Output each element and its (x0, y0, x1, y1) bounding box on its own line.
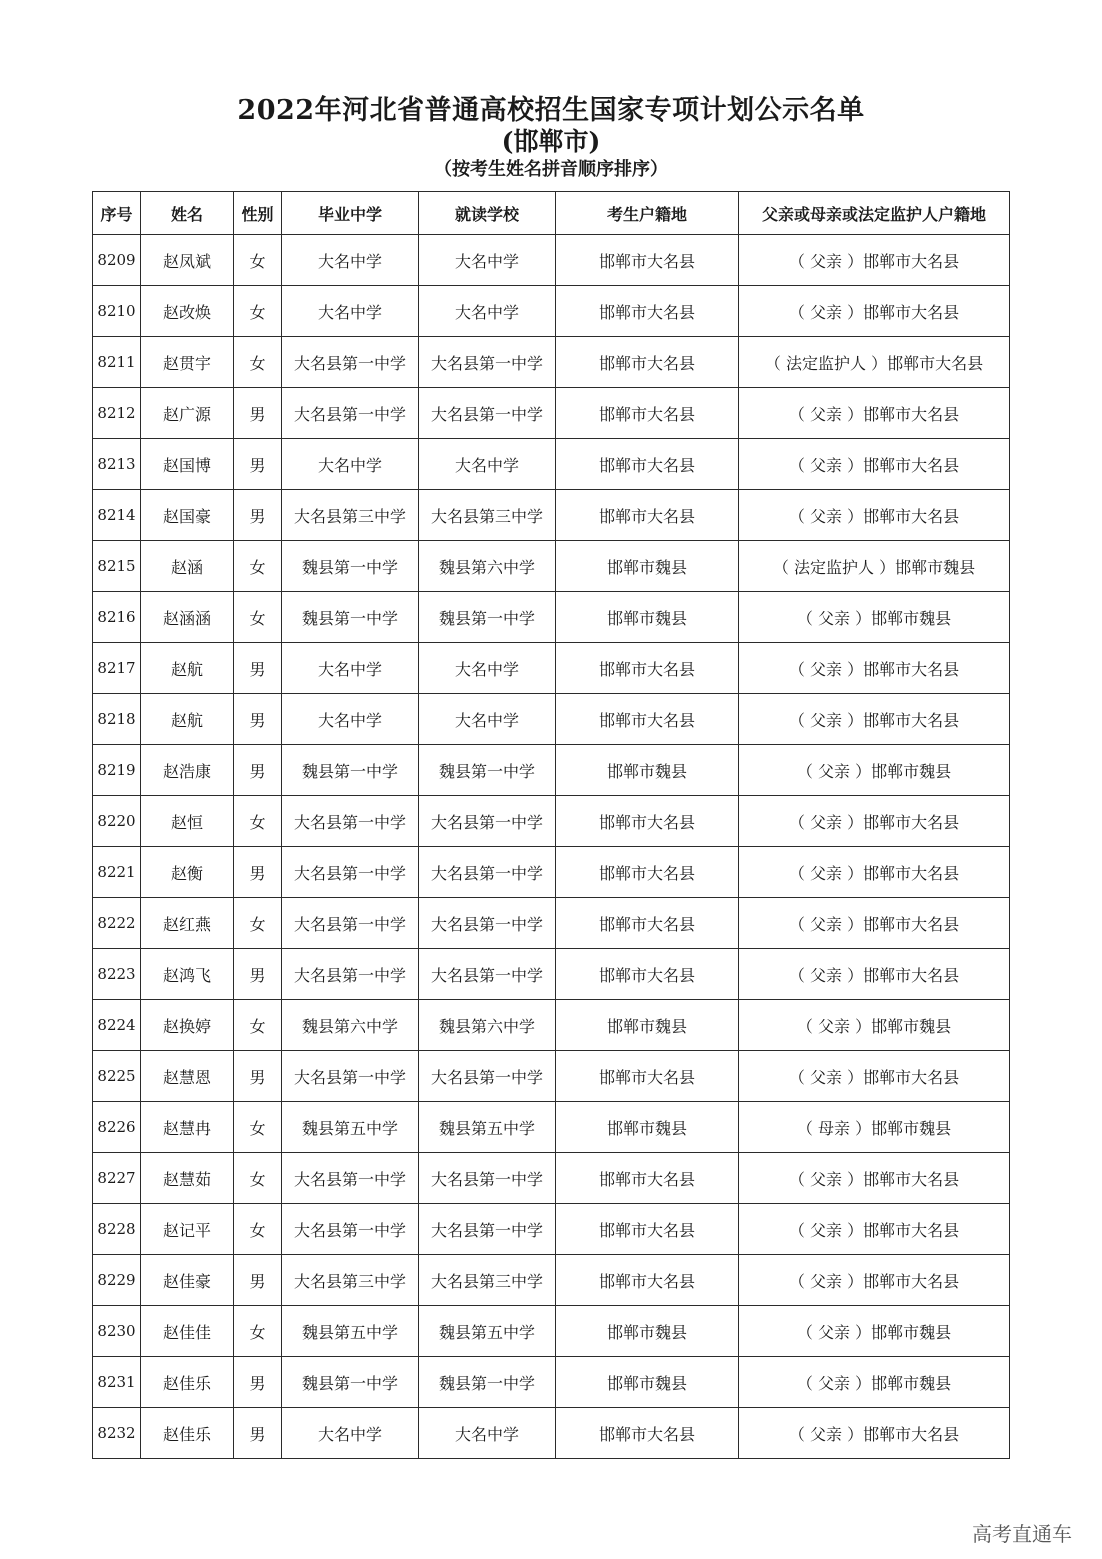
cell-gender: 女 (234, 337, 282, 388)
cell-household-registration: 邯郸市大名县 (556, 898, 739, 949)
cell-number: 8230 (93, 1306, 141, 1357)
cell-gender: 男 (234, 949, 282, 1000)
cell-guardian-registration: （ 父亲 ）邯郸市大名县 (739, 286, 1010, 337)
cell-graduated-school: 大名县第一中学 (282, 847, 419, 898)
cell-household-registration: 邯郸市大名县 (556, 949, 739, 1000)
cell-current-school: 大名县第一中学 (419, 949, 556, 1000)
cell-household-registration: 邯郸市大名县 (556, 286, 739, 337)
cell-number: 8224 (93, 1000, 141, 1051)
cell-gender: 女 (234, 1000, 282, 1051)
cell-name: 赵国博 (141, 439, 234, 490)
cell-number: 8217 (93, 643, 141, 694)
cell-gender: 女 (234, 796, 282, 847)
cell-current-school: 魏县第五中学 (419, 1102, 556, 1153)
cell-graduated-school: 大名县第一中学 (282, 337, 419, 388)
cell-gender: 女 (234, 541, 282, 592)
cell-current-school: 大名中学 (419, 439, 556, 490)
cell-gender: 女 (234, 898, 282, 949)
cell-number: 8225 (93, 1051, 141, 1102)
col-header-household-registration: 考生户籍地 (556, 192, 739, 235)
cell-current-school: 大名县第三中学 (419, 1255, 556, 1306)
cell-graduated-school: 大名县第一中学 (282, 1051, 419, 1102)
page-sort-note: （按考生姓名拼音顺序排序） (434, 159, 668, 180)
col-header-gender: 性别 (234, 192, 282, 235)
table-row (93, 337, 1010, 388)
cell-name: 赵航 (141, 643, 234, 694)
table-row (93, 745, 1010, 796)
watermark-text: 高考直通车 (972, 1522, 1072, 1546)
cell-graduated-school: 大名中学 (282, 286, 419, 337)
cell-number: 8213 (93, 439, 141, 490)
table-row (93, 1000, 1010, 1051)
cell-name: 赵改焕 (141, 286, 234, 337)
cell-guardian-registration: （ 父亲 ）邯郸市大名县 (739, 439, 1010, 490)
cell-gender: 男 (234, 490, 282, 541)
cell-gender: 男 (234, 643, 282, 694)
cell-number: 8228 (93, 1204, 141, 1255)
cell-name: 赵换婷 (141, 1000, 234, 1051)
cell-gender: 男 (234, 694, 282, 745)
cell-current-school: 大名中学 (419, 1408, 556, 1459)
cell-name: 赵航 (141, 694, 234, 745)
table-row (93, 1102, 1010, 1153)
cell-guardian-registration: （ 法定监护人 ）邯郸市魏县 (739, 541, 1010, 592)
cell-current-school: 大名县第一中学 (419, 337, 556, 388)
cell-name: 赵凤斌 (141, 235, 234, 286)
cell-current-school: 大名县第一中学 (419, 1153, 556, 1204)
cell-gender: 女 (234, 1153, 282, 1204)
table-row (93, 949, 1010, 1000)
table-row (93, 1408, 1010, 1459)
table-row (93, 490, 1010, 541)
cell-number: 8210 (93, 286, 141, 337)
cell-graduated-school: 魏县第六中学 (282, 1000, 419, 1051)
cell-name: 赵衡 (141, 847, 234, 898)
cell-graduated-school: 大名县第一中学 (282, 949, 419, 1000)
cell-current-school: 魏县第五中学 (419, 1306, 556, 1357)
cell-household-registration: 邯郸市魏县 (556, 1000, 739, 1051)
cell-graduated-school: 大名中学 (282, 1408, 419, 1459)
cell-name: 赵佳豪 (141, 1255, 234, 1306)
cell-graduated-school: 大名县第三中学 (282, 1255, 419, 1306)
cell-guardian-registration: （ 父亲 ）邯郸市大名县 (739, 1051, 1010, 1102)
cell-current-school: 大名县第三中学 (419, 490, 556, 541)
cell-current-school: 大名中学 (419, 643, 556, 694)
cell-name: 赵佳乐 (141, 1408, 234, 1459)
cell-number: 8226 (93, 1102, 141, 1153)
cell-gender: 男 (234, 1357, 282, 1408)
cell-number: 8216 (93, 592, 141, 643)
cell-household-registration: 邯郸市大名县 (556, 796, 739, 847)
cell-number: 8232 (93, 1408, 141, 1459)
table-row (93, 286, 1010, 337)
cell-guardian-registration: （ 父亲 ）邯郸市魏县 (739, 745, 1010, 796)
cell-guardian-registration: （ 父亲 ）邯郸市大名县 (739, 949, 1010, 1000)
cell-household-registration: 邯郸市大名县 (556, 694, 739, 745)
cell-graduated-school: 大名中学 (282, 643, 419, 694)
cell-gender: 男 (234, 1408, 282, 1459)
cell-gender: 男 (234, 745, 282, 796)
col-header-number: 序号 (93, 192, 141, 235)
cell-graduated-school: 大名县第一中学 (282, 1204, 419, 1255)
cell-household-registration: 邯郸市大名县 (556, 1408, 739, 1459)
cell-gender: 女 (234, 1204, 282, 1255)
cell-name: 赵涵涵 (141, 592, 234, 643)
cell-number: 8231 (93, 1357, 141, 1408)
cell-guardian-registration: （ 母亲 ）邯郸市魏县 (739, 1102, 1010, 1153)
cell-number: 8218 (93, 694, 141, 745)
cell-household-registration: 邯郸市魏县 (556, 1357, 739, 1408)
cell-household-registration: 邯郸市大名县 (556, 1255, 739, 1306)
cell-guardian-registration: （ 父亲 ）邯郸市大名县 (739, 1153, 1010, 1204)
cell-current-school: 大名县第一中学 (419, 1051, 556, 1102)
cell-household-registration: 邯郸市大名县 (556, 388, 739, 439)
table-header-row (93, 192, 1010, 235)
cell-number: 8227 (93, 1153, 141, 1204)
cell-graduated-school: 大名中学 (282, 439, 419, 490)
cell-graduated-school: 大名中学 (282, 235, 419, 286)
table-row (93, 1204, 1010, 1255)
cell-number: 8220 (93, 796, 141, 847)
cell-number: 8211 (93, 337, 141, 388)
table-row (93, 439, 1010, 490)
table-row (93, 388, 1010, 439)
table-row (93, 796, 1010, 847)
cell-gender: 女 (234, 1102, 282, 1153)
table-row (93, 592, 1010, 643)
cell-number: 8214 (93, 490, 141, 541)
cell-number: 8223 (93, 949, 141, 1000)
cell-name: 赵鸿飞 (141, 949, 234, 1000)
cell-guardian-registration: （ 父亲 ）邯郸市大名县 (739, 490, 1010, 541)
cell-graduated-school: 魏县第五中学 (282, 1102, 419, 1153)
cell-gender: 女 (234, 1306, 282, 1357)
col-header-graduated-school: 毕业中学 (282, 192, 419, 235)
cell-current-school: 大名县第一中学 (419, 847, 556, 898)
page-subtitle-city: (邯郸市) (501, 127, 601, 156)
cell-guardian-registration: （ 父亲 ）邯郸市大名县 (739, 643, 1010, 694)
cell-guardian-registration: （ 父亲 ）邯郸市大名县 (739, 1255, 1010, 1306)
cell-name: 赵恒 (141, 796, 234, 847)
cell-household-registration: 邯郸市魏县 (556, 541, 739, 592)
cell-gender: 男 (234, 388, 282, 439)
cell-graduated-school: 大名县第一中学 (282, 1153, 419, 1204)
cell-number: 8212 (93, 388, 141, 439)
cell-name: 赵慧冉 (141, 1102, 234, 1153)
table-row (93, 1255, 1010, 1306)
cell-name: 赵记平 (141, 1204, 234, 1255)
cell-graduated-school: 魏县第一中学 (282, 745, 419, 796)
cell-current-school: 大名县第一中学 (419, 388, 556, 439)
cell-graduated-school: 魏县第一中学 (282, 541, 419, 592)
cell-household-registration: 邯郸市大名县 (556, 847, 739, 898)
cell-name: 赵佳乐 (141, 1357, 234, 1408)
table-row (93, 847, 1010, 898)
table-row (93, 898, 1010, 949)
cell-current-school: 魏县第一中学 (419, 592, 556, 643)
cell-current-school: 大名县第一中学 (419, 796, 556, 847)
col-header-name: 姓名 (141, 192, 234, 235)
cell-household-registration: 邯郸市大名县 (556, 235, 739, 286)
table-body (93, 235, 1010, 1459)
cell-name: 赵慧茹 (141, 1153, 234, 1204)
cell-gender: 女 (234, 592, 282, 643)
table-row (93, 235, 1010, 286)
cell-guardian-registration: （ 父亲 ）邯郸市魏县 (739, 1000, 1010, 1051)
cell-number: 8215 (93, 541, 141, 592)
cell-current-school: 魏县第一中学 (419, 1357, 556, 1408)
cell-graduated-school: 大名中学 (282, 694, 419, 745)
cell-household-registration: 邯郸市魏县 (556, 1306, 739, 1357)
cell-gender: 男 (234, 1051, 282, 1102)
cell-guardian-registration: （ 法定监护人 ）邯郸市大名县 (739, 337, 1010, 388)
cell-current-school: 大名中学 (419, 235, 556, 286)
table-row (93, 1051, 1010, 1102)
cell-household-registration: 邯郸市大名县 (556, 337, 739, 388)
cell-household-registration: 邯郸市魏县 (556, 745, 739, 796)
cell-household-registration: 邯郸市大名县 (556, 1051, 739, 1102)
cell-name: 赵涵 (141, 541, 234, 592)
table-row (93, 694, 1010, 745)
col-header-guardian-registration: 父亲或母亲或法定监护人户籍地 (739, 192, 1010, 235)
table-row (93, 1357, 1010, 1408)
cell-gender: 女 (234, 286, 282, 337)
cell-current-school: 魏县第六中学 (419, 541, 556, 592)
cell-guardian-registration: （ 父亲 ）邯郸市大名县 (739, 1204, 1010, 1255)
cell-guardian-registration: （ 父亲 ）邯郸市大名县 (739, 1408, 1010, 1459)
cell-household-registration: 邯郸市大名县 (556, 1204, 739, 1255)
table-row (93, 541, 1010, 592)
cell-guardian-registration: （ 父亲 ）邯郸市大名县 (739, 235, 1010, 286)
cell-graduated-school: 魏县第五中学 (282, 1306, 419, 1357)
cell-graduated-school: 大名县第一中学 (282, 388, 419, 439)
cell-guardian-registration: （ 父亲 ）邯郸市魏县 (739, 1357, 1010, 1408)
cell-number: 8222 (93, 898, 141, 949)
cell-guardian-registration: （ 父亲 ）邯郸市魏县 (739, 592, 1010, 643)
cell-current-school: 大名县第一中学 (419, 898, 556, 949)
cell-household-registration: 邯郸市魏县 (556, 592, 739, 643)
cell-current-school: 魏县第一中学 (419, 745, 556, 796)
cell-guardian-registration: （ 父亲 ）邯郸市大名县 (739, 898, 1010, 949)
cell-name: 赵佳佳 (141, 1306, 234, 1357)
cell-current-school: 魏县第六中学 (419, 1000, 556, 1051)
cell-gender: 女 (234, 235, 282, 286)
cell-gender: 男 (234, 1255, 282, 1306)
cell-household-registration: 邯郸市魏县 (556, 1102, 739, 1153)
cell-household-registration: 邯郸市大名县 (556, 439, 739, 490)
page-title: 2022年河北省普通高校招生国家专项计划公示名单 (237, 95, 865, 126)
col-header-current-school: 就读学校 (419, 192, 556, 235)
cell-guardian-registration: （ 父亲 ）邯郸市大名县 (739, 796, 1010, 847)
cell-graduated-school: 大名县第一中学 (282, 796, 419, 847)
cell-name: 赵慧恩 (141, 1051, 234, 1102)
cell-graduated-school: 魏县第一中学 (282, 1357, 419, 1408)
cell-current-school: 大名县第一中学 (419, 1204, 556, 1255)
cell-guardian-registration: （ 父亲 ）邯郸市大名县 (739, 694, 1010, 745)
table-row (93, 1306, 1010, 1357)
cell-name: 赵国豪 (141, 490, 234, 541)
cell-household-registration: 邯郸市大名县 (556, 490, 739, 541)
cell-household-registration: 邯郸市大名县 (556, 1153, 739, 1204)
cell-graduated-school: 大名县第三中学 (282, 490, 419, 541)
cell-number: 8221 (93, 847, 141, 898)
cell-number: 8229 (93, 1255, 141, 1306)
table-row (93, 1153, 1010, 1204)
cell-name: 赵红燕 (141, 898, 234, 949)
table-row (93, 643, 1010, 694)
cell-name: 赵浩康 (141, 745, 234, 796)
student-list-table (92, 191, 1010, 1459)
cell-gender: 男 (234, 847, 282, 898)
cell-name: 赵广源 (141, 388, 234, 439)
cell-name: 赵贯宇 (141, 337, 234, 388)
cell-guardian-registration: （ 父亲 ）邯郸市魏县 (739, 1306, 1010, 1357)
cell-number: 8209 (93, 235, 141, 286)
cell-current-school: 大名中学 (419, 694, 556, 745)
cell-current-school: 大名中学 (419, 286, 556, 337)
cell-household-registration: 邯郸市大名县 (556, 643, 739, 694)
cell-guardian-registration: （ 父亲 ）邯郸市大名县 (739, 388, 1010, 439)
cell-graduated-school: 大名县第一中学 (282, 898, 419, 949)
cell-number: 8219 (93, 745, 141, 796)
cell-graduated-school: 魏县第一中学 (282, 592, 419, 643)
cell-guardian-registration: （ 父亲 ）邯郸市大名县 (739, 847, 1010, 898)
cell-gender: 男 (234, 439, 282, 490)
